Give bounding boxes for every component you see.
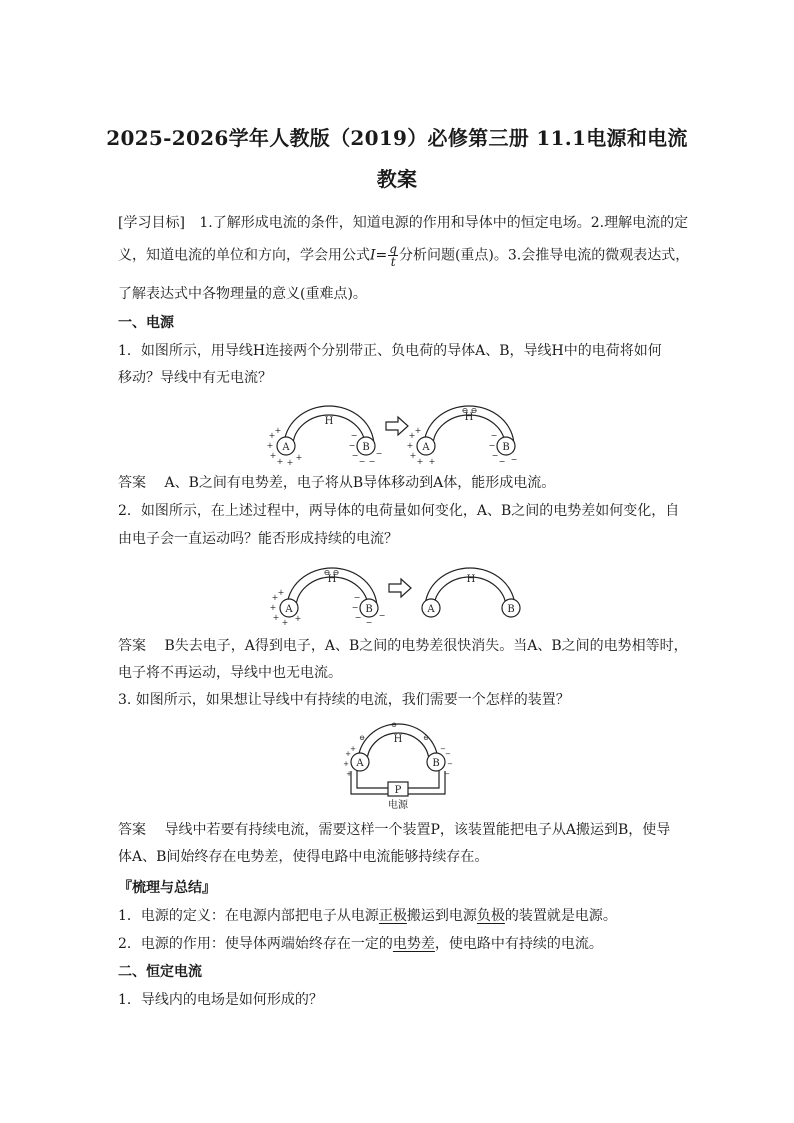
svg-text:+: + [266,441,274,450]
formula-fraction: $\frac{q}{t}$ [389,242,397,269]
svg-text:+: + [409,451,417,460]
svg-text:−: − [498,457,506,466]
svg-text:+: + [271,593,279,602]
svg-text:⊖: ⊖ [423,734,429,742]
question1-line2: 移动？导线中有无电流？ [118,370,272,386]
figure2-discharge [265,558,530,626]
svg-text:+: + [268,431,276,440]
fig3-label-b: B [432,758,440,769]
fig3-label-a: A [356,758,364,769]
svg-text:+: + [350,745,356,753]
answer1: 答案 A、B之间有电势差，电子将从B导体移动到A体，能形成电流。 [118,475,556,491]
svg-text:+: + [408,431,416,440]
answer2-label: 答案 [118,638,146,654]
svg-text:+: + [286,458,294,467]
svg-text:−: − [491,451,499,460]
formula-lhs: I [370,247,376,264]
question3: 3. 如图所示，如果想让导线中有持续的电流，我们需要一个怎样的装置？ [118,692,570,708]
svg-text:+: + [295,453,303,462]
fig1-label-h-left: H [324,416,334,427]
figure1-charged-conductors [262,398,532,470]
learning-goals-label: [学习目标] [118,215,185,231]
fig1-label-a-right: A [422,442,430,453]
figure3-power-source-circuit [340,716,458,812]
svg-text:+: + [277,588,285,597]
svg-text:−: − [490,431,498,440]
svg-text:+: + [274,426,282,435]
answer3-line2: 体A、B间始终存在电势差，使得电路中电流能够持续存在。 [118,849,489,865]
svg-text:−: − [348,441,356,450]
svg-text:−: − [358,457,366,466]
svg-text:−: − [445,750,451,758]
fig2-label-b-left: B [365,604,373,615]
svg-text:⊖: ⊖ [470,406,478,415]
svg-text:⊖: ⊖ [461,406,469,415]
svg-text:−: − [375,449,383,458]
svg-text:+: + [269,603,277,612]
answer3-line1: 答案 导线中若要有持续电流，需要这样一个装置P，该装置能把电子从A搬运到B，使导 [118,822,671,838]
svg-text:+: + [428,457,436,466]
document-title-line1: 2025-2026学年人教版（2019）必修第三册 11.1电源和电流 [106,126,688,150]
underlined-term-potential-difference: 电势差 [392,936,435,952]
svg-text:−: − [510,455,518,464]
svg-text:−: − [488,441,496,450]
fig2-label-b-right: B [507,604,515,615]
underlined-term-positive: 正极 [378,908,407,924]
svg-text:⊖: ⊖ [332,568,340,577]
svg-text:+: + [346,770,352,778]
fig3-label-h: H [393,734,403,745]
section-heading-steady-current: 二、恒定电流 [118,964,202,980]
svg-text:−: − [353,593,361,602]
question2-line2: 由电子会一直运动吗？能否形成持续的电流？ [118,531,398,547]
svg-text:−: − [354,613,362,622]
fig1-label-b-left: B [362,442,370,453]
svg-text:+: + [416,457,424,466]
svg-text:+: + [343,760,349,768]
svg-text:−: − [440,745,446,753]
question1-line1: 1．如图所示，用导线H连接两个分别带正、负电荷的导体A、B，导线H中的电荷将如何 [118,343,662,359]
fig2-label-h-left: H [327,574,337,585]
svg-text:+: + [276,457,284,466]
summary-heading: 『梳理与总结』 [118,880,216,896]
fig2-label-h-right: H [466,574,476,585]
svg-text:−: − [378,611,386,620]
underlined-term-negative: 负极 [476,908,505,924]
svg-text:⊖: ⊖ [323,568,331,577]
svg-text:−: − [365,618,373,626]
answer1-label: 答案 [118,475,146,491]
learning-goals-line3: 了解表达式中各物理量的意义(重难点)。 [118,286,367,302]
fig3-label-power: 电源 [388,800,408,811]
document-title-line2: 教案 [376,167,418,191]
svg-text:−: − [444,770,450,778]
svg-text:+: + [406,441,414,450]
svg-text:+: + [269,451,277,460]
svg-text:+: + [294,614,302,623]
svg-text:+: + [281,618,289,626]
svg-text:⊖: ⊖ [391,721,397,729]
answer2-line1: 答案 B失去电子，A得到电子，A、B之间的电势差很快消失。当A、B之间的电势相等时， [118,638,688,654]
fig1-label-a-left: A [282,442,290,453]
svg-text:+: + [272,613,280,622]
fig2-label-a-right: A [427,604,435,615]
answer3-label: 答案 [118,822,146,838]
question2-line1: 2．如图所示，在上述过程中，两导体的电荷量如何变化，A、B之间的电势差如何变化，自 [118,503,680,519]
fig2-label-a-left: A [285,604,293,615]
fig3-label-p: P [394,785,402,796]
section-heading-power-source: 一、电源 [118,315,174,331]
summary-item2: 2．电源的作用：使导体两端始终存在一定的电势差，使电路中有持续的电流。 [118,936,603,952]
svg-text:−: − [351,451,359,460]
summary-item1: 1．电源的定义：在电源内部把电子从电源正极搬运到电源负极的装置就是电源。 [118,908,617,924]
svg-text:−: − [447,760,453,768]
svg-text:−: − [368,457,376,466]
answer2-line2: 电子将不再运动，导线中也无电流。 [118,665,342,681]
learning-goals-line1: [学习目标] 1.了解形成电流的条件，知道电源的作用和导体中的恒定电场。2.理解电流的定 [118,215,689,231]
svg-text:−: − [351,603,359,612]
svg-text:⊖: ⊖ [359,734,365,742]
fig1-label-h-right: H [464,412,474,423]
svg-text:+: + [345,750,351,758]
fig1-label-b-right: B [502,442,510,453]
svg-text:−: − [350,431,358,440]
learning-goals-line2: 义，知道电流的单位和方向，学会用公式I= $\frac{q}{t}$ 分析问题(重点)。3.会推导电流的微观表达式， [118,242,690,269]
question4: 1．导线内的电场是如何形成的？ [118,992,323,1008]
svg-text:+: + [414,426,422,435]
